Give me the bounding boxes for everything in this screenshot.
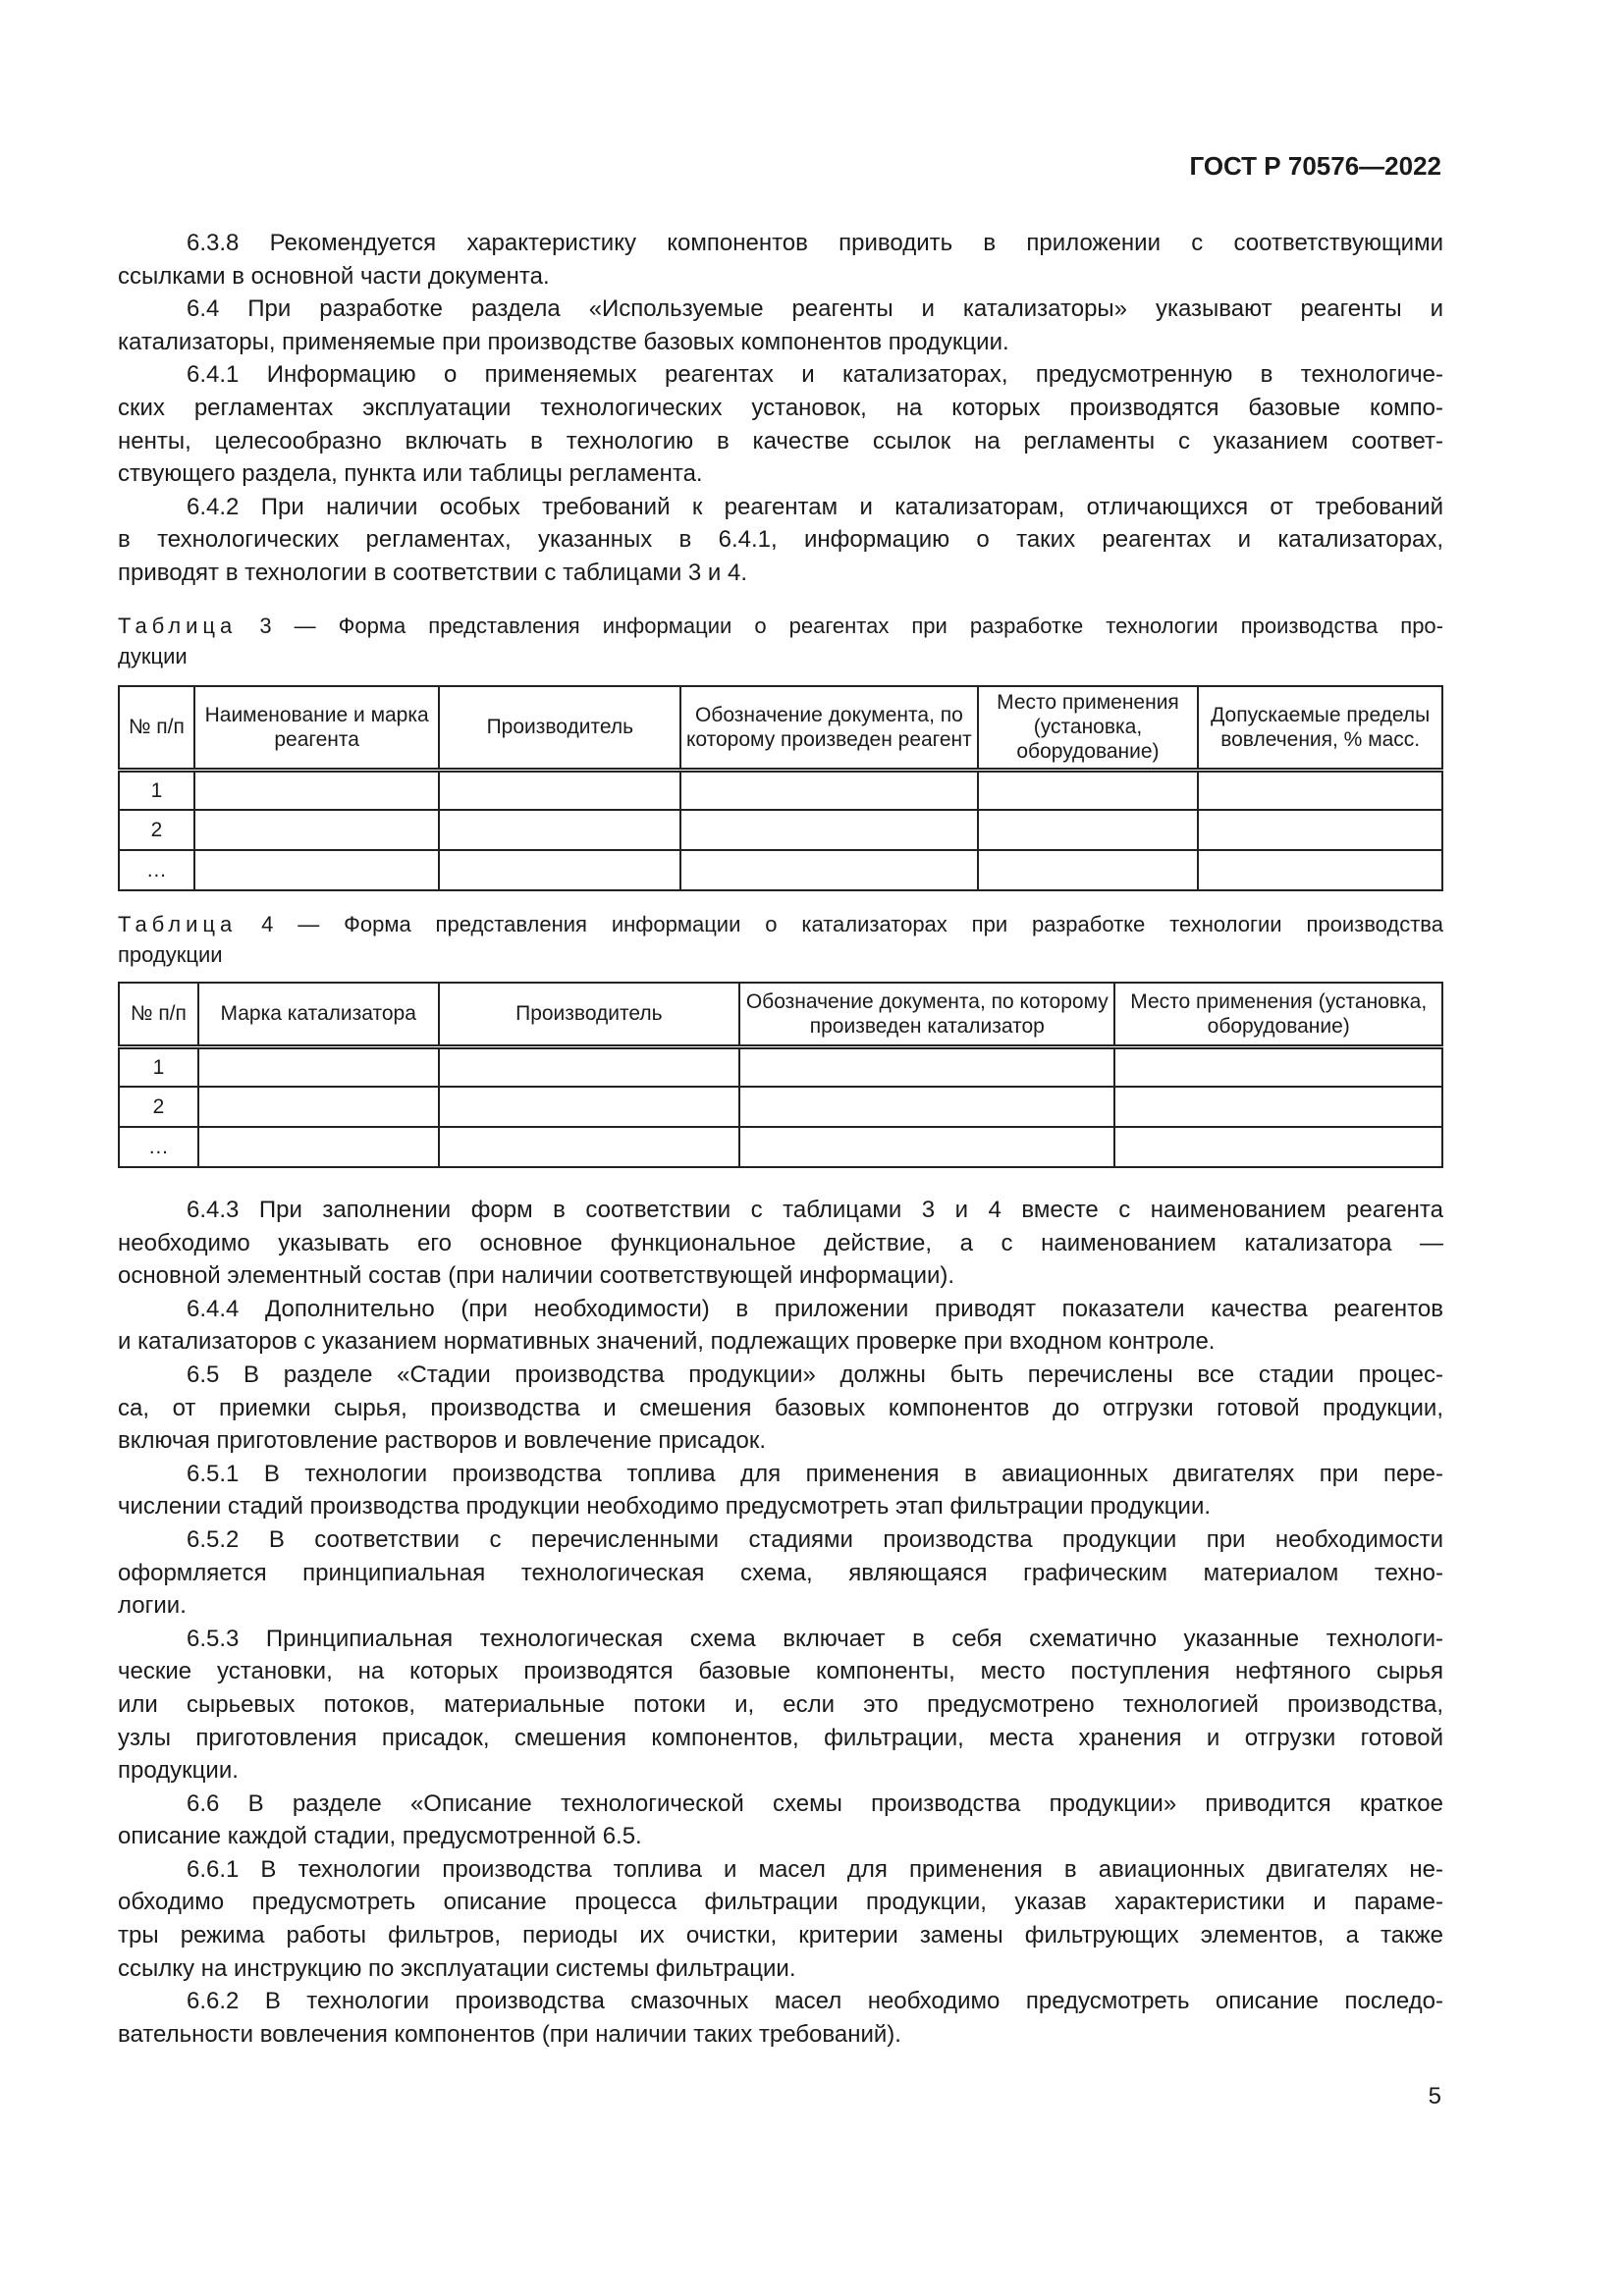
paragraph-line: катализаторы, применяемые при производстве базовых компонентов продукции. (118, 328, 1009, 355)
table3-header-cell: Наименование и марка реагента (194, 686, 440, 770)
paragraph-line: и катализаторов с указанием нормативных значений, подлежащих проверке при входном контроле. (118, 1328, 1216, 1356)
paragraph-line: 6.4.1 Информацию о применяемых реагентах и катализаторах, предусмотренную в технологиче- (187, 361, 1443, 389)
paragraph (118, 1359, 1443, 1458)
paragraph (118, 1194, 1443, 1293)
table-row (119, 1127, 1442, 1167)
table4-header-cell: Марка катализатора (198, 983, 439, 1046)
paragraph-line: 6.6 В разделе «Описание технологической схемы производства продукции» приводится краткое (187, 1789, 1443, 1817)
paragraph-line: ссылку на инструкцию по эксплуатации системы фильтрации. (118, 1954, 796, 1982)
paragraph-line: ствующего раздела, пункта или таблицы регламента. (118, 460, 703, 488)
paragraph-line: ссылками в основной части документа. (118, 262, 550, 290)
table3-caption (118, 611, 1443, 671)
paragraph-line: 6.6.1 В технологии производства топлива и масел для применения в авиационных двигателях не- (187, 1855, 1443, 1883)
paragraph-line: приводят в технологии в соответствии с таблицами 3 и 4. (118, 559, 748, 586)
table4-header-cell: Место применения (установка, оборудование) (1114, 983, 1442, 1046)
table4-header-cell: Производитель (439, 983, 740, 1046)
paragraph (118, 1985, 1443, 2051)
row-number: … (119, 850, 194, 890)
document-code: ГОСТ Р 70576—2022 (1189, 151, 1441, 181)
paragraph (118, 491, 1443, 590)
paragraph-line: 6.5.1 В технологии производства топлива для применения в авиационных двигателях при пере- (187, 1460, 1443, 1487)
table-row (119, 770, 1442, 810)
paragraph-line: 6.4.4 Дополнительно (при необходимости) в приложении приводят показатели качества реагентов (187, 1295, 1443, 1322)
paragraph-line: продукции. (118, 1757, 239, 1785)
text-block-top (118, 227, 1443, 590)
text-block-bottom (118, 1194, 1443, 2051)
table4 (118, 982, 1443, 1168)
table-row (119, 1087, 1442, 1127)
table4-header-cell: № п/п (119, 983, 198, 1046)
paragraph-line: числении стадий производства продукции необходимо предусмотреть этап фильтрации продукции. (118, 1493, 1212, 1521)
paragraph-line: ских регламентах эксплуатации технологических установок, на которых производятся базовые компо- (118, 394, 1443, 421)
paragraph (118, 227, 1443, 293)
paragraph-line: 6.5.3 Принципиальная технологическая схема включает в себя схематично указанные технологи- (187, 1625, 1443, 1652)
paragraph-line: ненты, целесообразно включать в технологию в качестве ссылок на регламенты с указанием соответ- (118, 427, 1443, 454)
paragraph-line: 6.6.2 В технологии производства смазочных масел необходимо предусмотреть описание последо- (187, 1988, 1443, 2015)
paragraph (118, 358, 1443, 490)
paragraph-line: 6.3.8 Рекомендуется характеристику компонентов приводить в приложении с соответствующими (187, 230, 1443, 256)
paragraph-line: включая приготовление растворов и вовлечение присадок. (118, 1427, 767, 1455)
page-number: 5 (1428, 2083, 1441, 2109)
table3 (118, 685, 1443, 891)
paragraph-line: вательности вовлечения компонентов (при наличии таких требований). (118, 2020, 901, 2048)
paragraph-line: оформляется принципиальная технологическая схема, являющаяся графическим материалом техно- (118, 1559, 1443, 1586)
paragraph-line: 6.4.2 При наличии особых требований к реагентам и катализаторам, отличающихся от требований (187, 493, 1443, 520)
table3-header-cell: № п/п (119, 686, 194, 770)
paragraph (118, 1293, 1443, 1359)
table3-header-cell: Обозначение документа, по которому произведен реагент (680, 686, 977, 770)
table4-caption-line1: 4 — Форма представления информации о катализаторах при разработке технологии производства (261, 912, 1443, 936)
paragraph (118, 1788, 1443, 1853)
paragraph-line: описание каждой стадии, предусмотренной 6.5. (118, 1823, 642, 1850)
paragraph (118, 1853, 1443, 1985)
paragraph (118, 293, 1443, 358)
table-row (119, 850, 1442, 890)
paragraph (118, 1458, 1443, 1523)
paragraph-line: обходимо предусмотреть описание процесса фильтрации продукции, указав характеристики и параме- (118, 1889, 1443, 1916)
table-row (119, 810, 1442, 850)
table3-label: Таблица (118, 614, 238, 638)
table3-caption-line1: 3 — Форма представления информации о реагентах при разработке технологии производства про- (259, 614, 1443, 638)
table3-header-cell: Производитель (439, 686, 680, 770)
table3-header-cell: Место применения (установка, оборудование) (978, 686, 1199, 770)
paragraph-line: узлы приготовления присадок, смешения компонентов, фильтрации, места хранения и отгрузки готовой (118, 1724, 1443, 1751)
paragraph-line: ческие установки, на которых производятся базовые компоненты, место поступления нефтяного сырья (118, 1658, 1443, 1685)
paragraph-line: 6.5.2 В соответствии с перечисленными стадиями производства продукции при необходимости (187, 1525, 1443, 1553)
row-number: 2 (119, 810, 194, 850)
paragraph-line: необходимо указывать его основное функциональное действие, а с наименованием катализатора — (118, 1229, 1443, 1256)
paragraph-line: логии. (118, 1592, 187, 1620)
paragraph-line: основной элементный состав (при наличии соответствующей информации). (118, 1262, 955, 1290)
paragraph-line: в технологических регламентах, указанных в 6.4.1, информацию о таких реагентах и катализаторах, (118, 526, 1443, 554)
paragraph-line: 6.5 В разделе «Стадии производства продукции» должны быть перечислены все стадии процес- (187, 1361, 1443, 1388)
paragraph-line: или сырьевых потоков, материальные потоки и, если это предусмотрено технологией производства, (118, 1690, 1443, 1718)
table-row (119, 1046, 1442, 1087)
paragraph-line: тры режима работы фильтров, периоды их очистки, критерии замены фильтрующих элементов, а также (118, 1922, 1443, 1949)
table4-caption-line2: продукции (118, 942, 223, 967)
row-number: 2 (119, 1087, 198, 1127)
row-number: 1 (119, 770, 194, 810)
paragraph (118, 1623, 1443, 1788)
paragraph-line: 6.4 При разработке раздела «Используемые реагенты и катализаторы» указывают реагенты и (187, 295, 1443, 323)
paragraph-line: 6.4.3 При заполнении форм в соответствии с таблицами 3 и 4 вместе с наименованием реагента (187, 1197, 1443, 1223)
table4-label: Таблица (118, 912, 238, 936)
table4-caption (118, 909, 1443, 970)
table3-caption-line2: дукции (118, 644, 188, 668)
paragraph (118, 1523, 1443, 1623)
table3-header-cell: Допускаемые пределы вовлечения, % масс. (1198, 686, 1442, 770)
row-number: 1 (119, 1046, 198, 1087)
paragraph-line: са, от приемки сырья, производства и смешения базовых компонентов до отгрузки готовой продукции, (118, 1394, 1443, 1421)
row-number: … (119, 1127, 198, 1167)
table4-header-cell: Обозначение документа, по которому произведен катализатор (739, 983, 1114, 1046)
